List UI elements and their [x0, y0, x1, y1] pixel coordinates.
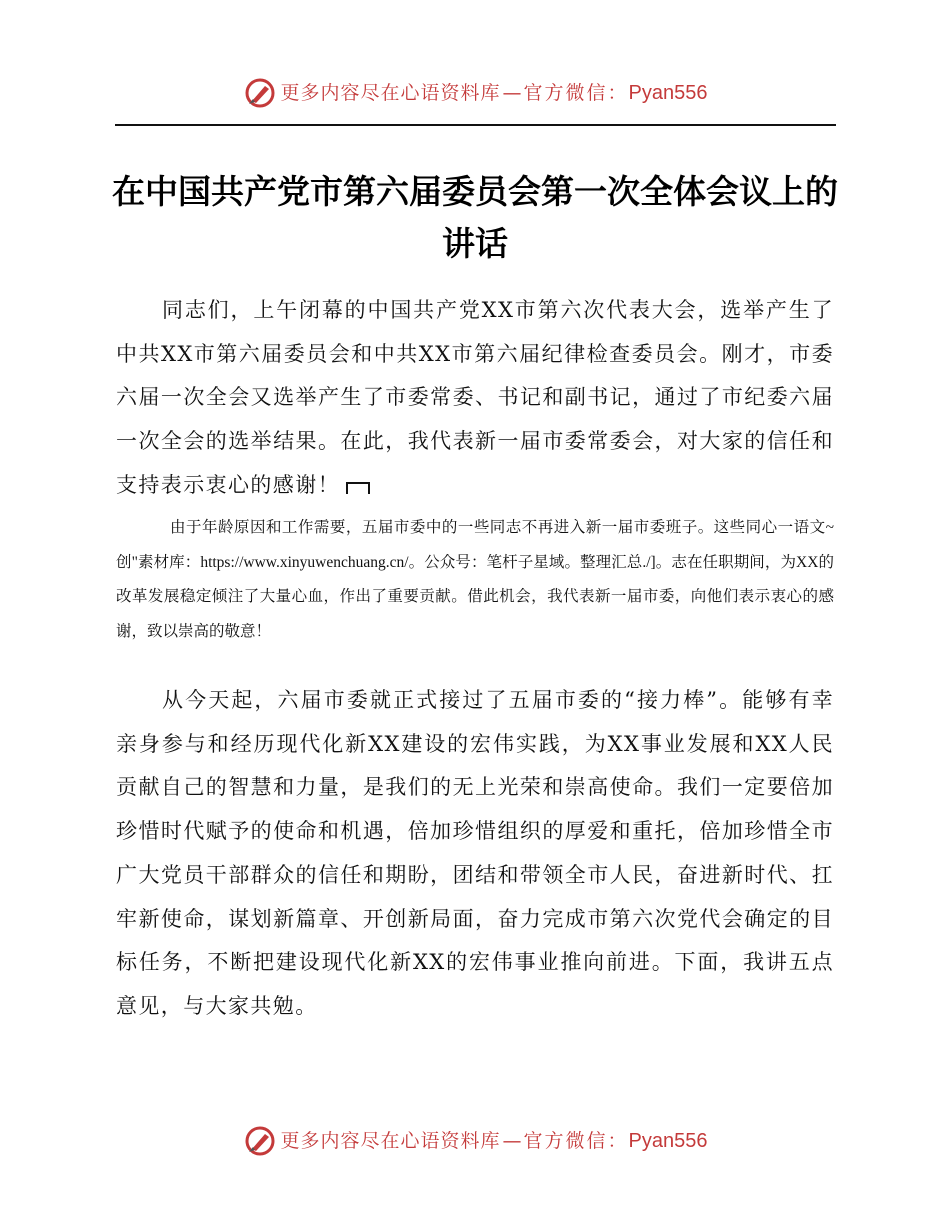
bracket-mark-icon: [346, 482, 370, 494]
banner-wechat-id: Pyan556: [628, 82, 708, 104]
paragraph-1: [116, 289, 834, 508]
document-title: 在中国共产党市第六届委员会第一次全体会议上的讲话: [112, 172, 838, 263]
pen-nib-logo-icon: [243, 1124, 277, 1158]
banner-separator: —: [502, 1129, 522, 1152]
banner-text: 更多内容尽在心语资料库: [280, 1129, 501, 1152]
banner-wechat-id: Pyan556: [628, 1130, 708, 1152]
paragraph-3: 从今天起，六届市委就正式接过了五届市委的“接力棒”。能够有幸亲身参与和经历现代化新XX建设的宏伟实践，为XX事业发展和XX人民贡献自己的智慧和力量，是我们的无上光荣和崇高使命。我们一定要倍加珍惜时代赋予的使命和机遇，倍加珍惜组织的厚爱和重托，倍加珍惜全市广大党员干部群众的信任和期盼，团结和带领全市人民，奋进新时代、扛牢新使命，谋划新篇章、开创新局面，奋力完成市第六次党代会确定的目标任务，不断把建设现代化新XX的宏伟事业推向前进。下面，我讲五点意见，与大家共勉。: [116, 688, 834, 1018]
paragraph-2: 由于年龄原因和工作需要，五届市委中的一些同志不再进入新一届市委班子。这些同心一语文~创"素材库：https://www.xinyuwenchuang.cn/。公众号：笔杆子星域。整理汇总./]。志在任职期间，为XX的改革发展稳定倾注了大量心血，作出了重要贡献。借此机会，我代表新一届市委，向他们表示衷心的感谢，致以崇高的敬意！: [116, 519, 834, 640]
banner-wechat-label: 官方微信：: [523, 81, 629, 104]
header-rule: [115, 124, 836, 126]
pen-nib-logo-icon: [243, 76, 277, 110]
header-banner: [0, 76, 950, 110]
banner-separator: —: [502, 81, 522, 104]
paragraph-1-text: 同志们，上午闭幕的中国共产党XX市第六次代表大会，选举产生了中共XX市第六届委员会和中共XX市第六届纪律检查委员会。刚才，市委六届一次全会又选举产生了市委常委、书记和副书记，通过了市纪委六届一次全会的选举结果。在此，我代表新一届市委常委会，对大家的信任和支持表示衷心的感谢！: [116, 298, 834, 497]
banner-text: 更多内容尽在心语资料库: [280, 81, 501, 104]
footer-banner: [0, 1124, 950, 1158]
banner-wechat-label: 官方微信：: [523, 1129, 629, 1152]
